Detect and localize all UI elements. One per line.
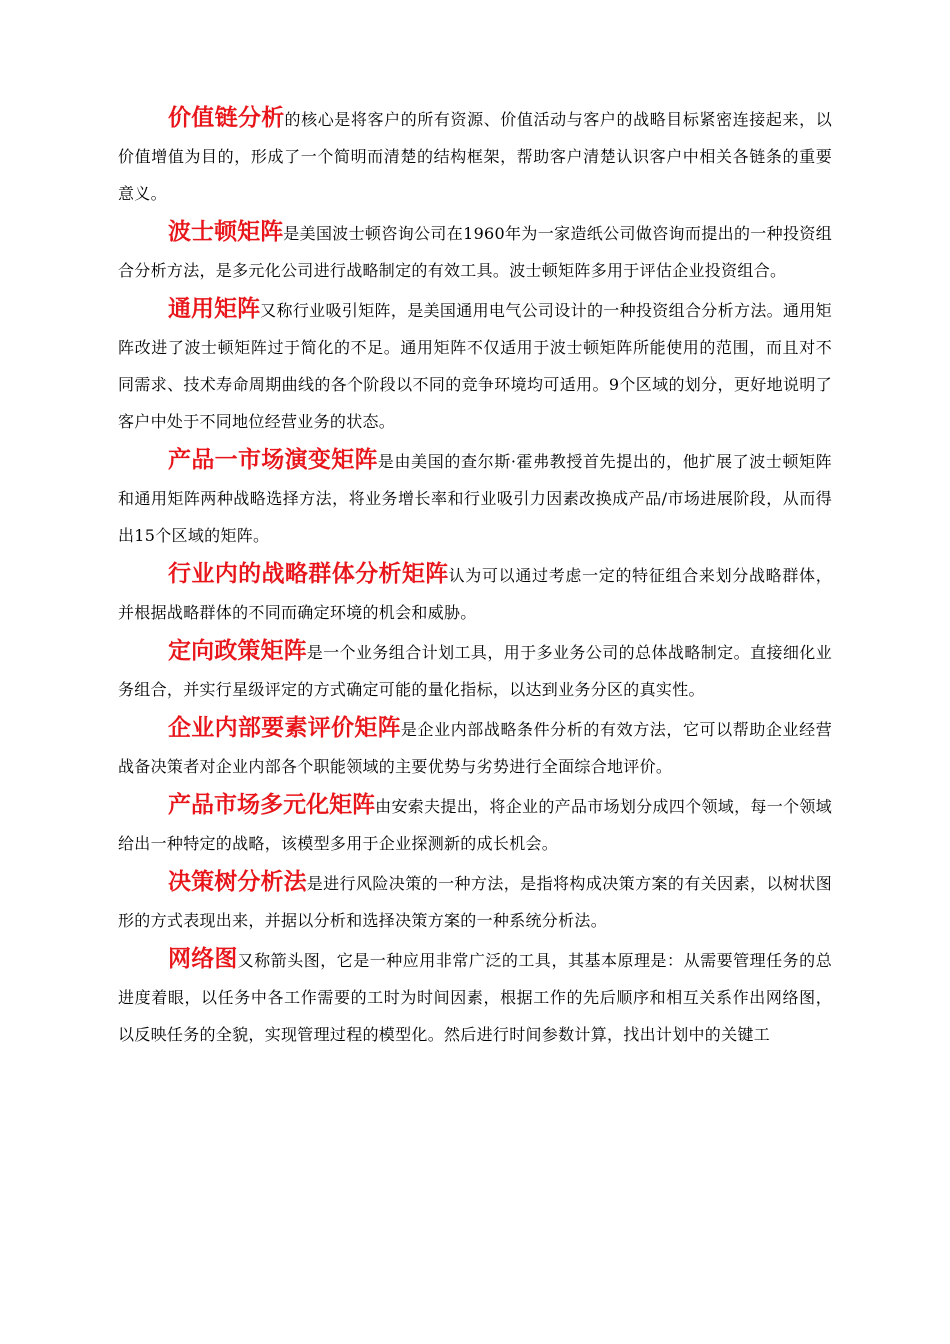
term-heading: 网络图 <box>168 946 238 972</box>
term-heading: 企业内部要素评价矩阵 <box>168 715 401 741</box>
term-description: 认为可以通过考虑一定的特征组合来划分战略群体，并根据战略群体的不同而确定环境的机会和威胁。 <box>118 566 832 622</box>
term-description: 是企业内部战略条件分析的有效方法，它可以帮助企业经营战备决策者对企业内部各个职能领域的主要优势与劣势进行全面综合地评价。 <box>118 720 832 776</box>
term-heading: 行业内的战略群体分析矩阵 <box>168 561 449 587</box>
term-heading: 波士顿矩阵 <box>168 219 284 245</box>
term-heading: 产品一市场演变矩阵 <box>168 447 378 473</box>
term-heading: 定向政策矩阵 <box>168 638 307 664</box>
entry-network-diagram <box>118 941 832 1053</box>
entry-ge-matrix <box>118 291 832 440</box>
entry-directional-policy-matrix <box>118 633 832 708</box>
term-description: 是由美国的查尔斯·霍弗教授首先提出的，他扩展了波士顿矩阵和通用矩阵两种战略选择方法，将业务增长率和行业吸引力因素改换成产品/市场进展阶段，从而得出15个区域的矩阵。 <box>118 452 832 545</box>
term-description: 又称行业吸引矩阵，是美国通用电气公司设计的一种投资组合分析方法。通用矩阵改进了波士顿矩阵过于简化的不足。通用矩阵不仅适用于波士顿矩阵所能使用的范围，而且对不同需求、技术寿命周期曲线的各个阶段以不同的竞争环境均可适用。9个区域的划分，更好地说明了客户中处于不同地位经营业务的状态。 <box>118 301 832 431</box>
term-description: 由安索夫提出，将企业的产品市场划分成四个领域，每一个领域给出一种特定的战略，该模型多用于企业探测新的成长机会。 <box>118 797 833 853</box>
term-description: 的核心是将客户的所有资源、价值活动与客户的战略目标紧密连接起来，以价值增值为目的，形成了一个简明而清楚的结构框架，帮助客户清楚认识客户中相关各链条的重要意义。 <box>118 110 832 203</box>
term-description: 是进行风险决策的一种方法，是指将构成决策方案的有关因素，以树状图形的方式表现出来，并据以分析和选择决策方案的一种系统分析法。 <box>118 874 832 930</box>
entry-ansoff-matrix <box>118 787 832 862</box>
entry-strategic-group-matrix <box>118 556 832 631</box>
entry-bcg-matrix <box>118 214 832 289</box>
term-heading: 价值链分析 <box>168 105 285 131</box>
term-heading: 通用矩阵 <box>168 296 261 322</box>
term-description: 是一个业务组合计划工具，用于多业务公司的总体战略制定。直接细化业务组合，并实行星级评定的方式确定可能的量化指标，以达到业务分区的真实性。 <box>118 643 832 699</box>
term-description: 是美国波士顿咨询公司在1960年为一家造纸公司做咨询而提出的一种投资组合分析方法，是多元化公司进行战略制定的有效工具。波士顿矩阵多用于评估企业投资组合。 <box>118 224 832 280</box>
entry-product-market-evolution-matrix <box>118 442 832 554</box>
document-page <box>118 100 832 1053</box>
term-description: 又称箭头图，它是一种应用非常广泛的工具，其基本原理是：从需要管理任务的总进度着眼，以任务中各工作需要的工时为时间因素，根据工作的先后顺序和相互关系作出网络图，以反映任务的全貌，实现管理过程的模型化。然后进行时间参数计算，找出计划中的关键工 <box>118 951 832 1044</box>
entry-decision-tree <box>118 864 832 939</box>
entry-internal-factor-matrix <box>118 710 832 785</box>
term-heading: 决策树分析法 <box>168 869 307 895</box>
term-heading: 产品市场多元化矩阵 <box>168 792 376 818</box>
entry-value-chain <box>118 100 832 212</box>
